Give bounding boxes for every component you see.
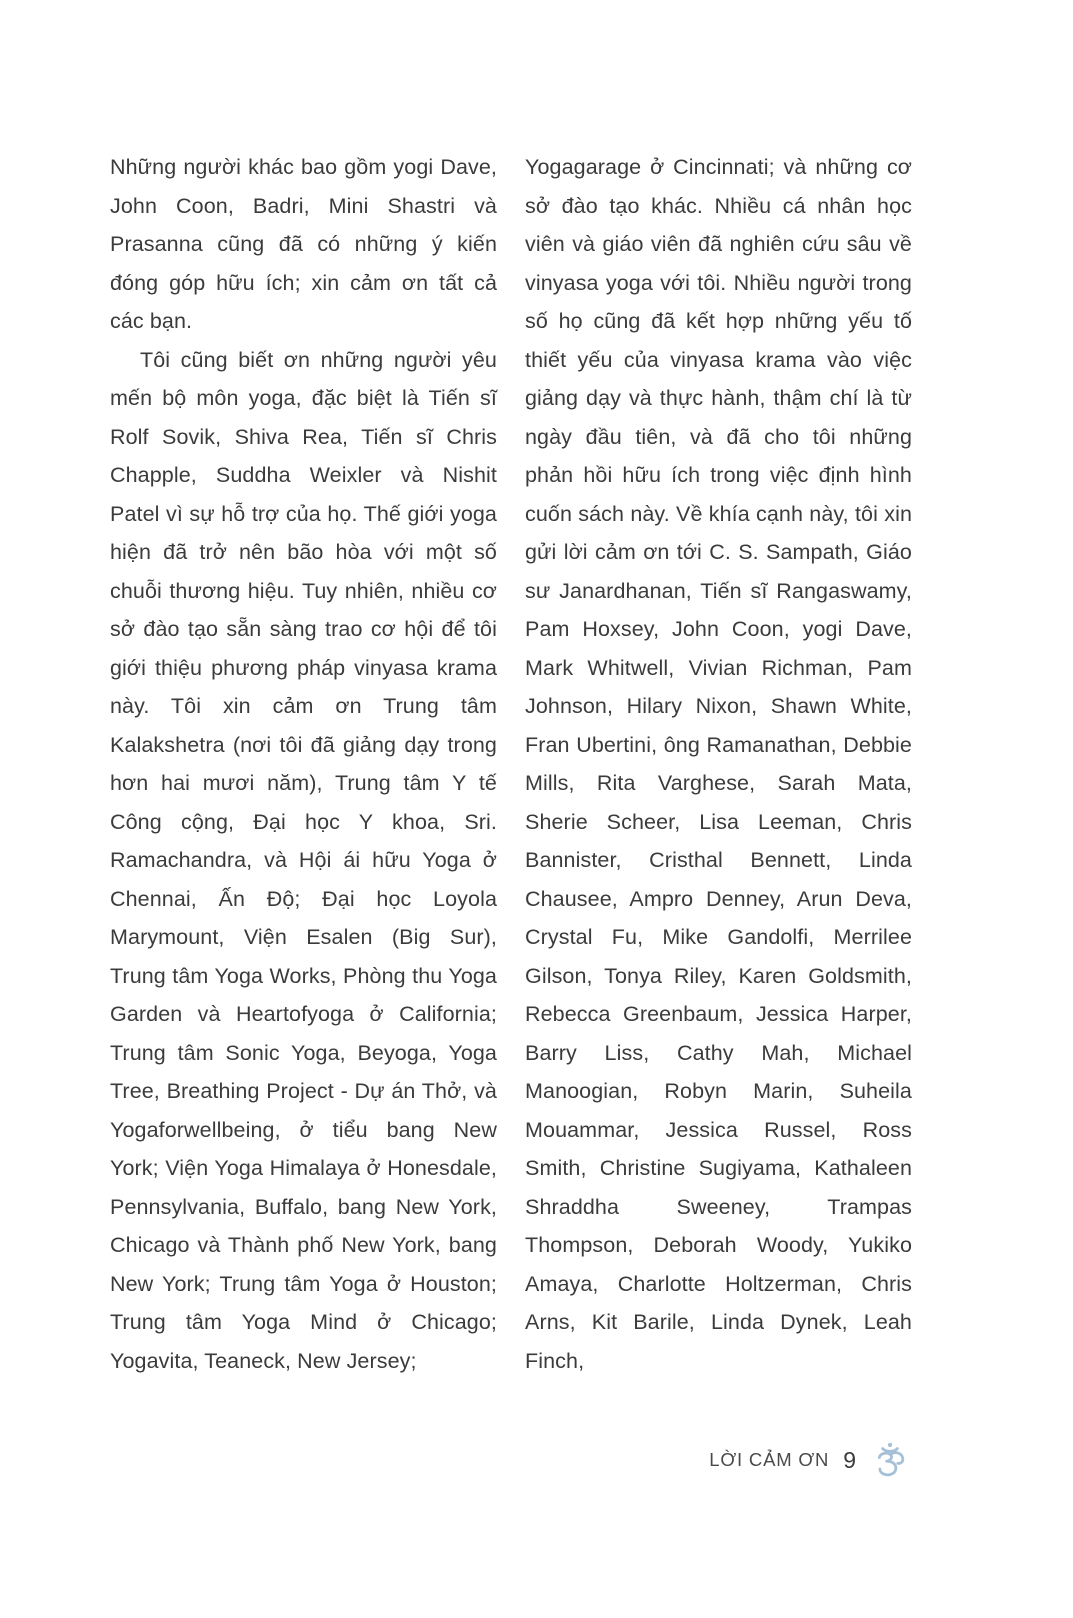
left-column [110,148,497,1380]
paragraph-acknowledgement-1: Những người khác bao gồm yogi Dave, John Coon, Badri, Mini Shastri và Prasanna cũng đã có những ý kiến đóng góp hữu ích; xin cảm ơn tất cả các bạn. [110,155,497,333]
paragraph-acknowledgement-2: Tôi cũng biết ơn những người yêu mến bộ môn yoga, đặc biệt là Tiến sĩ Rolf Sovik, Shiva Rea, Tiến sĩ Chris Chapple, Suddha Weixler và Nishit Patel vì sự hỗ trợ của họ. Thế giới yoga hiện đã trở nên bão hòa với một số chuỗi thương hiệu. Tuy nhiên, nhiều cơ sở đào tạo sẵn sàng trao cơ hội để tôi giới thiệu phương pháp vinyasa krama này. Tôi xin cảm ơn Trung tâm Kalakshetra (nơi tôi đã giảng dạy trong hơn hai mươi năm), Trung tâm Y tế Công cộng, Đại học Y khoa, Sri. Ramachandra, và Hội ái hữu Yoga ở Chennai, Ấn Độ; Đại học Loyola Marymount, Viện Esalen (Big Sur), Trung tâm Yoga Works, Phòng thu Yoga Garden và Heartofyoga ở California; Trung tâm Sonic Yoga, Beyoga, Yoga Tree, Breathing Project - Dự án Thở, và Yogaforwellbeing, ở tiểu bang New York; Viện Yoga Himalaya ở Honesdale, Pennsylvania, Buffalo, bang New York, Chicago và Thành phố New York, bang New York; Trung tâm Yoga ở Houston; Trung tâm Yoga Mind ở Chicago; Yogavita, Teaneck, New Jersey; [110,347,497,1373]
page-number: 9 [843,1446,856,1473]
om-icon [870,1442,910,1478]
two-column-text-block [110,148,912,1380]
footer-section-title: LỜI CẢM ƠN [709,1449,830,1470]
paragraph-acknowledgement-3: Yogagarage ở Cincinnati; và những cơ sở đào tạo khác. Nhiều cá nhân học viên và giáo viên đã nghiên cứu sâu về vinyasa yoga với tôi. Nhiều người trong số họ cũng đã kết hợp những yếu tố thiết yếu của vinyasa krama vào việc giảng dạy và thực hành, thậm chí là từ ngày đầu tiên, và đã cho tôi những phản hồi hữu ích trong việc định hình cuốn sách này. Về khía cạnh này, tôi xin gửi lời cảm ơn tới C. S. Sampath, Giáo sư Janardhanan, Tiến sĩ Rangaswamy, Pam Hoxsey, John Coon, yogi Dave, Mark Whitwell, Vivian Richman, Pam Johnson, Hilary Nixon, Shawn White, Fran Ubertini, ông Ramanathan, Debbie Mills, Rita Varghese, Sarah Mata, Sherie Scheer, Lisa Leeman, Chris Bannister, Cristhal Bennett, Linda Chausee, Ampro Denney, Arun Deva, Crystal Fu, Mike Gandolfi, Merrilee Gilson, Tonya Riley, Karen Goldsmith, Rebecca Greenbaum, Jessica Harper, Barry Liss, Cathy Mah, Michael Manoogian, Robyn Marin, Suheila Mouammar, Jessica Russel, Ross Smith, Christine Sugiyama, Kathaleen Shraddha Sweeney, Trampas Thompson, Deborah Woody, Yukiko Amaya, Charlotte Holtzerman, Chris Arns, Kit Barile, Linda Dynek, Leah Finch, [525,155,912,1373]
page-footer [709,1442,910,1478]
right-column [525,148,912,1380]
